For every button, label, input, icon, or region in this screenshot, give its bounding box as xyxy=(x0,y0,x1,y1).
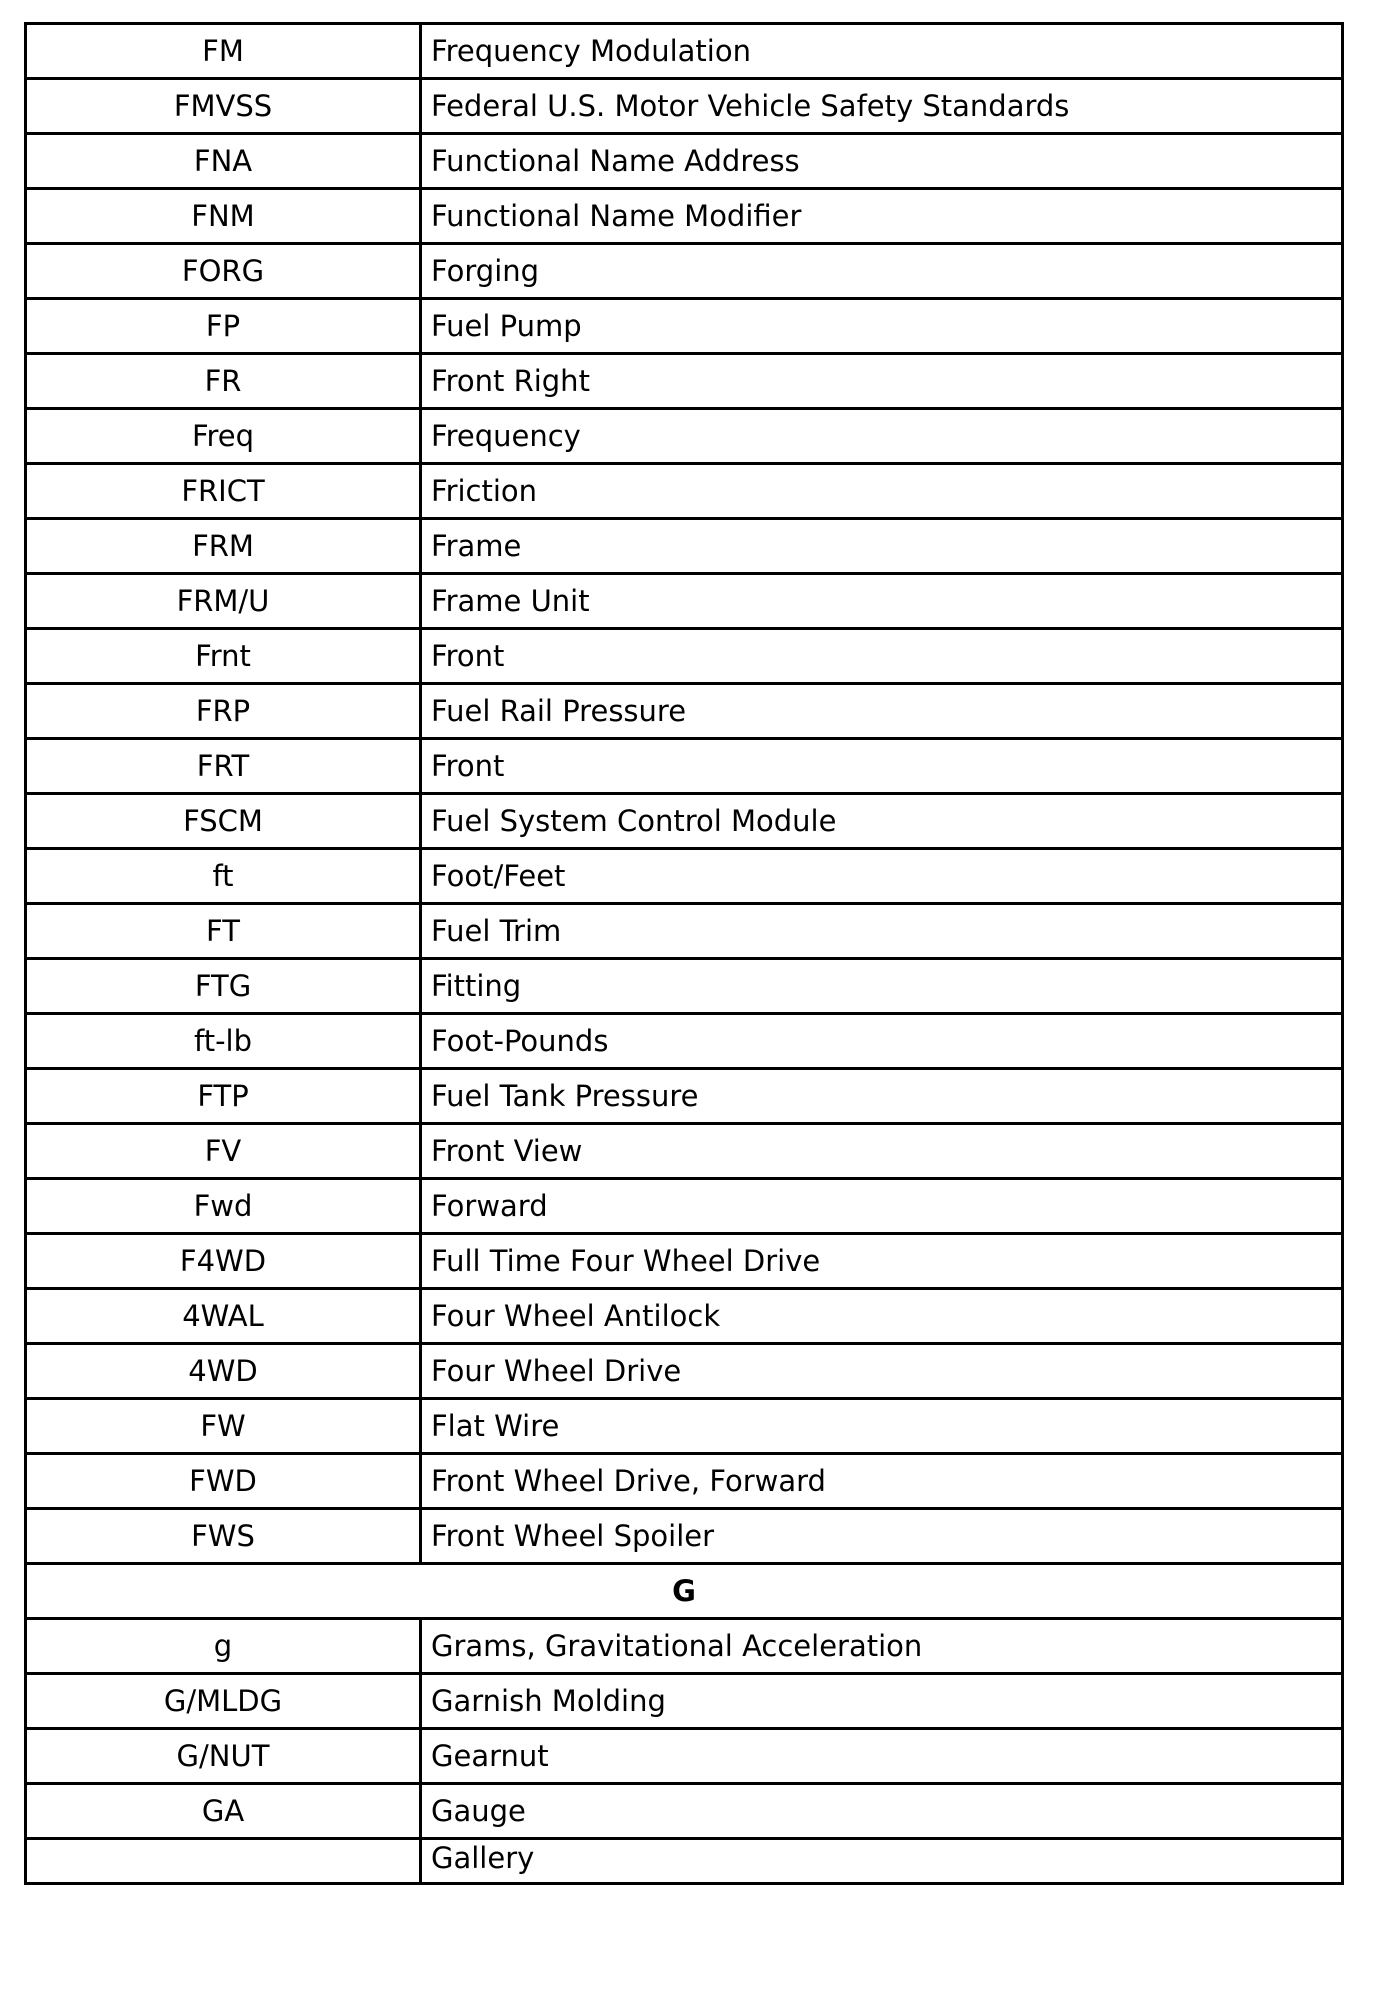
table-row xyxy=(26,1069,1343,1124)
abbreviation-cell: F4WD xyxy=(26,1234,421,1289)
definition-cell: Frequency xyxy=(421,409,1343,464)
definition-cell: Gauge xyxy=(421,1784,1343,1839)
table-row xyxy=(26,959,1343,1014)
section-heading-g: G xyxy=(26,1564,1343,1619)
abbreviation-cell: FNM xyxy=(26,189,421,244)
abbreviation-cell: FT xyxy=(26,904,421,959)
abbreviation-cell xyxy=(26,1839,421,1884)
definition-cell: Fuel Trim xyxy=(421,904,1343,959)
abbreviation-cell: Frnt xyxy=(26,629,421,684)
definition-cell: Full Time Four Wheel Drive xyxy=(421,1234,1343,1289)
definition-cell: Forging xyxy=(421,244,1343,299)
definition-cell: Grams, Gravitational Acceleration xyxy=(421,1619,1343,1674)
definition-cell: Functional Name Address xyxy=(421,134,1343,189)
table-row xyxy=(26,1344,1343,1399)
abbreviation-cell: G/MLDG xyxy=(26,1674,421,1729)
table-row xyxy=(26,574,1343,629)
abbreviation-cell: FRP xyxy=(26,684,421,739)
definition-cell: Fuel Pump xyxy=(421,299,1343,354)
table-row xyxy=(26,244,1343,299)
definition-cell: Federal U.S. Motor Vehicle Safety Standards xyxy=(421,79,1343,134)
abbreviation-cell: FR xyxy=(26,354,421,409)
table-row xyxy=(26,299,1343,354)
abbreviation-cell: FORG xyxy=(26,244,421,299)
table-row xyxy=(26,1234,1343,1289)
table-row xyxy=(26,519,1343,574)
table-row xyxy=(26,1729,1343,1784)
abbreviation-cell: FV xyxy=(26,1124,421,1179)
abbreviation-cell: FRM/U xyxy=(26,574,421,629)
section-heading-row xyxy=(26,1564,1343,1619)
definition-cell: Fitting xyxy=(421,959,1343,1014)
table-row xyxy=(26,79,1343,134)
definition-cell: Gallery xyxy=(421,1839,1343,1884)
table-row xyxy=(26,849,1343,904)
abbreviation-cell: FSCM xyxy=(26,794,421,849)
definition-cell: Forward xyxy=(421,1179,1343,1234)
abbreviation-cell: 4WD xyxy=(26,1344,421,1399)
table-row xyxy=(26,684,1343,739)
abbreviation-cell: G/NUT xyxy=(26,1729,421,1784)
definition-cell: Front xyxy=(421,629,1343,684)
abbreviation-cell: ft-lb xyxy=(26,1014,421,1069)
definition-cell: Fuel Rail Pressure xyxy=(421,684,1343,739)
table-row xyxy=(26,1619,1343,1674)
abbreviation-cell: FMVSS xyxy=(26,79,421,134)
abbreviation-cell: FWD xyxy=(26,1454,421,1509)
definition-cell: Garnish Molding xyxy=(421,1674,1343,1729)
abbreviation-cell: 4WAL xyxy=(26,1289,421,1344)
abbreviation-cell: GA xyxy=(26,1784,421,1839)
abbreviation-cell: FNA xyxy=(26,134,421,189)
definition-cell: Four Wheel Antilock xyxy=(421,1289,1343,1344)
table-row xyxy=(26,1399,1343,1454)
definition-cell: Front Right xyxy=(421,354,1343,409)
abbreviation-cell: Fwd xyxy=(26,1179,421,1234)
table-row xyxy=(26,1289,1343,1344)
definition-cell: Frame xyxy=(421,519,1343,574)
abbreviation-cell: FRT xyxy=(26,739,421,794)
table-row xyxy=(26,1839,1343,1884)
table-row xyxy=(26,1674,1343,1729)
table-row xyxy=(26,409,1343,464)
abbreviation-cell: FP xyxy=(26,299,421,354)
abbreviation-cell: Freq xyxy=(26,409,421,464)
abbreviations-page xyxy=(24,22,1341,1885)
abbreviation-cell: FRM xyxy=(26,519,421,574)
table-row xyxy=(26,464,1343,519)
table-body xyxy=(26,24,1343,1884)
table-row xyxy=(26,354,1343,409)
table-row xyxy=(26,629,1343,684)
abbreviation-cell: FRICT xyxy=(26,464,421,519)
table-row xyxy=(26,1014,1343,1069)
table-row xyxy=(26,1509,1343,1564)
table-row xyxy=(26,794,1343,849)
definition-cell: Frame Unit xyxy=(421,574,1343,629)
table-row xyxy=(26,24,1343,79)
table-row xyxy=(26,739,1343,794)
table-row xyxy=(26,1124,1343,1179)
table-row xyxy=(26,1784,1343,1839)
definition-cell: Four Wheel Drive xyxy=(421,1344,1343,1399)
definition-cell: Flat Wire xyxy=(421,1399,1343,1454)
definition-cell: Front Wheel Spoiler xyxy=(421,1509,1343,1564)
definition-cell: Foot-Pounds xyxy=(421,1014,1343,1069)
abbreviation-cell: FM xyxy=(26,24,421,79)
definition-cell: Front xyxy=(421,739,1343,794)
abbreviation-cell: FWS xyxy=(26,1509,421,1564)
definition-cell: Front Wheel Drive, Forward xyxy=(421,1454,1343,1509)
abbreviation-cell: g xyxy=(26,1619,421,1674)
abbreviation-cell: FTG xyxy=(26,959,421,1014)
definition-cell: Gearnut xyxy=(421,1729,1343,1784)
table-row xyxy=(26,134,1343,189)
definition-cell: Fuel System Control Module xyxy=(421,794,1343,849)
definition-cell: Fuel Tank Pressure xyxy=(421,1069,1343,1124)
abbreviations-table xyxy=(24,22,1344,1885)
table-row xyxy=(26,189,1343,244)
abbreviation-cell: ft xyxy=(26,849,421,904)
definition-cell: Friction xyxy=(421,464,1343,519)
abbreviation-cell: FW xyxy=(26,1399,421,1454)
table-row xyxy=(26,1454,1343,1509)
definition-cell: Front View xyxy=(421,1124,1343,1179)
table-row xyxy=(26,904,1343,959)
definition-cell: Foot/Feet xyxy=(421,849,1343,904)
table-row xyxy=(26,1179,1343,1234)
abbreviation-cell: FTP xyxy=(26,1069,421,1124)
definition-cell: Frequency Modulation xyxy=(421,24,1343,79)
definition-cell: Functional Name Modifier xyxy=(421,189,1343,244)
